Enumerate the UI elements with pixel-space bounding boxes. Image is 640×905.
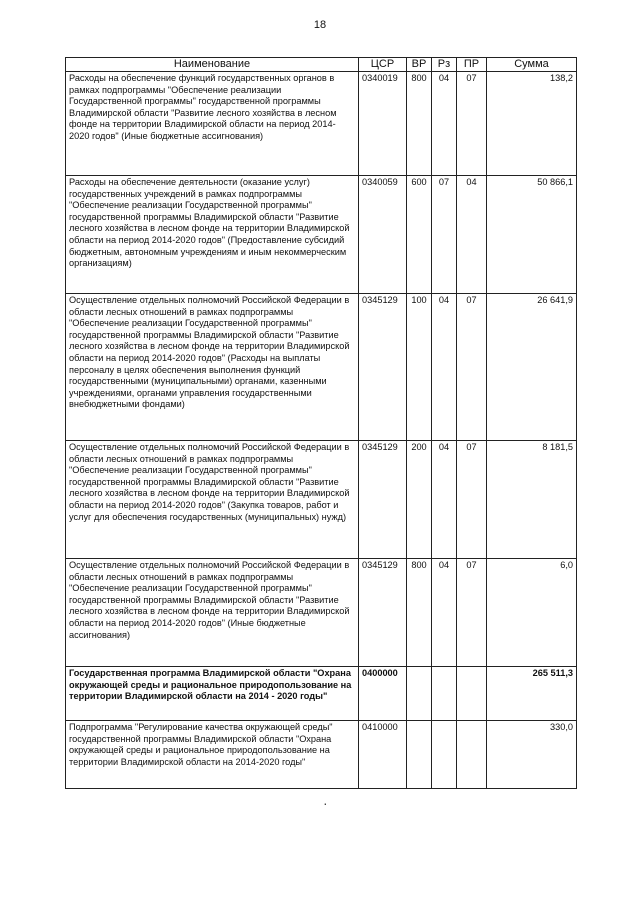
page-number: 18	[313, 19, 327, 31]
row-csr: 0340019	[359, 72, 407, 176]
row-rz	[432, 721, 457, 789]
row-pr: 07	[457, 294, 487, 441]
header-vr: ВР	[407, 58, 432, 72]
row-csr: 0345129	[359, 559, 407, 667]
row-pr	[457, 721, 487, 789]
row-pr: 04	[457, 176, 487, 294]
row-pr	[457, 667, 487, 721]
row-csr: 0400000	[359, 667, 407, 721]
table-row	[66, 667, 577, 721]
row-rz: 04	[432, 559, 457, 667]
row-name: Подпрограмма "Регулирование качества окружающей среды" государственной программы Владимирской области "Охрана окружающей среды и рациональное природопользование на территории Владимирской области на 2014-2020 годы"	[66, 721, 359, 789]
table-row	[66, 176, 577, 294]
row-csr: 0340059	[359, 176, 407, 294]
row-name: Осуществление отдельных полномочий Российской Федерации в области лесных отношений в рамках подпрограммы "Обеспечение реализации Государственной программы" государственной программы Владимирской области "Развитие лесного хозяйства в лесном фонде на территории Владимирской области на период 2014-2020 годов" (Расходы на выплаты персоналу в целях обеспечения выполнения функций государственными (муниципальными) органами, казенными учреждениями, органами управления государственными внебюджетными фондами)	[66, 294, 359, 441]
header-sum: Сумма	[487, 58, 577, 72]
row-sum: 8 181,5	[487, 441, 577, 559]
row-csr: 0345129	[359, 441, 407, 559]
row-name: Государственная программа Владимирской области "Охрана окружающей среды и рациональное природопользование на территории Владимирской области на 2014 - 2020 годы"	[66, 667, 359, 721]
header-rz: Рз	[432, 58, 457, 72]
row-pr: 07	[457, 559, 487, 667]
table-row	[66, 559, 577, 667]
row-name: Расходы на обеспечение функций государственных органов в рамках подпрограммы "Обеспечение реализации Государственной программы" государственной программы Владимирской области "Развитие лесного хозяйства в лесном фонде на территории Владимирской области на период 2014-2020 годов" (Иные бюджетные ассигнования)	[66, 72, 359, 176]
table-row	[66, 441, 577, 559]
table-row	[66, 72, 577, 176]
row-vr	[407, 721, 432, 789]
row-sum: 138,2	[487, 72, 577, 176]
table-header-row	[66, 58, 577, 72]
header-name: Наименование	[66, 58, 359, 72]
scan-mark: ·	[323, 795, 328, 811]
row-sum: 6,0	[487, 559, 577, 667]
row-rz: 04	[432, 441, 457, 559]
row-rz: 07	[432, 176, 457, 294]
row-csr: 0345129	[359, 294, 407, 441]
row-vr	[407, 667, 432, 721]
row-name: Расходы на обеспечение деятельности (оказание услуг) государственных учреждений в рамках подпрограммы "Обеспечение реализации Государственной программы" государственной программы Владимирской области "Развитие лесного хозяйства в лесном фонде на территории Владимирской области на период 2014-2020 годов" (Предоставление субсидий бюджетным, автономным учреждениям и иным некоммерческим организациям)	[66, 176, 359, 294]
budget-table	[65, 57, 577, 789]
row-vr: 600	[407, 176, 432, 294]
row-pr: 07	[457, 441, 487, 559]
table-row	[66, 721, 577, 789]
row-sum: 265 511,3	[487, 667, 577, 721]
row-rz	[432, 667, 457, 721]
header-csr: ЦСР	[359, 58, 407, 72]
table-row	[66, 294, 577, 441]
row-pr: 07	[457, 72, 487, 176]
row-vr: 800	[407, 72, 432, 176]
row-csr: 0410000	[359, 721, 407, 789]
row-sum: 50 866,1	[487, 176, 577, 294]
row-rz: 04	[432, 72, 457, 176]
header-pr: ПР	[457, 58, 487, 72]
row-vr: 200	[407, 441, 432, 559]
row-vr: 100	[407, 294, 432, 441]
row-rz: 04	[432, 294, 457, 441]
row-sum: 330,0	[487, 721, 577, 789]
row-name: Осуществление отдельных полномочий Российской Федерации в области лесных отношений в рамках подпрограммы "Обеспечение реализации Государственной программы" государственной программы Владимирской области "Развитие лесного хозяйства в лесном фонде на территории Владимирской области на период 2014-2020 годов" (Закупка товаров, работ и услуг для обеспечения государственных (муниципальных) нужд)	[66, 441, 359, 559]
row-name: Осуществление отдельных полномочий Российской Федерации в области лесных отношений в рамках подпрограммы "Обеспечение реализации Государственной программы" государственной программы Владимирской области "Развитие лесного хозяйства в лесном фонде на территории Владимирской области на период 2014-2020 годов" (Иные бюджетные ассигнования)	[66, 559, 359, 667]
row-sum: 26 641,9	[487, 294, 577, 441]
row-vr: 800	[407, 559, 432, 667]
